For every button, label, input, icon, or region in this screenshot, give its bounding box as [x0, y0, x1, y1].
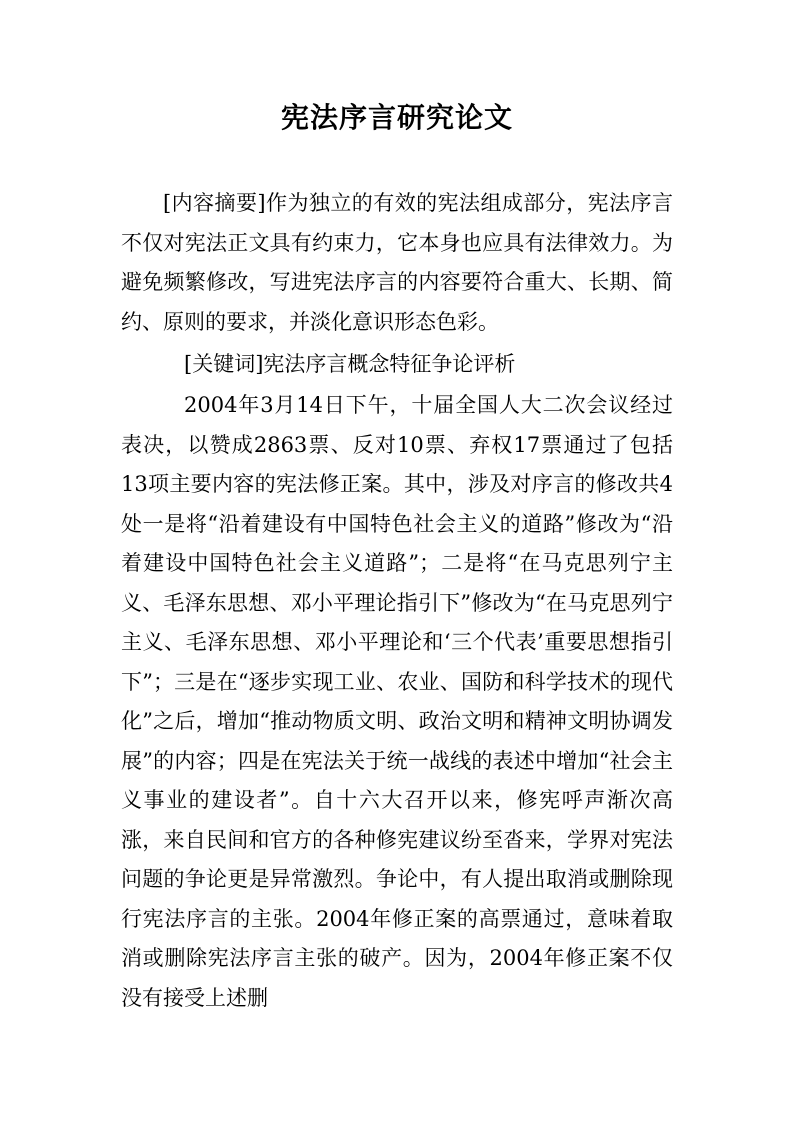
- document-title: 宪法序言研究论文: [280, 101, 513, 134]
- keywords-paragraph: [关键词]宪法序言概念特征争论评析: [184, 352, 516, 376]
- body-paragraph: 2004年3月14日下午，十届全国人大二次会议经过表决，以赞成2863票、反对10票、弃权17票通过了包括13项主要内容的宪法修正案。其中，涉及对序言的修改共4处一是将“沿着建设有中国特色社会主义的道路”修改为“沿着建设中国特色社会主义道路”；二是将“在马克思列宁主义、毛泽东思想、邓小平理论指引下”修改为“在马克思列宁主义、毛泽东思想、邓小平理论和‘三个代表’重要思想指引下”；三是在“逐步实现工业、农业、国防和科学技术的现代化”之后，增加“推动物质文明、政治文明和精神文明协调发展”的内容；四是在宪法关于统一战线的表述中增加“社会主义事业的建设者”。自十六大召开以来，修宪呼声渐次高涨，来自民间和官方的各种修宪建议纷至沓来，学界对宪法问题的争论更是异常激烈。争论中，有人提出取消或删除现行宪法序言的主张。2004年修正案的高票通过，意味着取消或删除宪法序言主张的破产。因为，2004年修正案不仅没有接受上述删: [121, 393, 673, 1010]
- abstract-paragraph: [内容摘要]作为独立的有效的宪法组成部分，宪法序言不仅对宪法正文具有约束力，它本身也应具有法律效力。为避免频繁修改，写进宪法序言的内容要符合重大、长期、简约、原则的要求，并淡化意识形态色彩。: [121, 191, 673, 334]
